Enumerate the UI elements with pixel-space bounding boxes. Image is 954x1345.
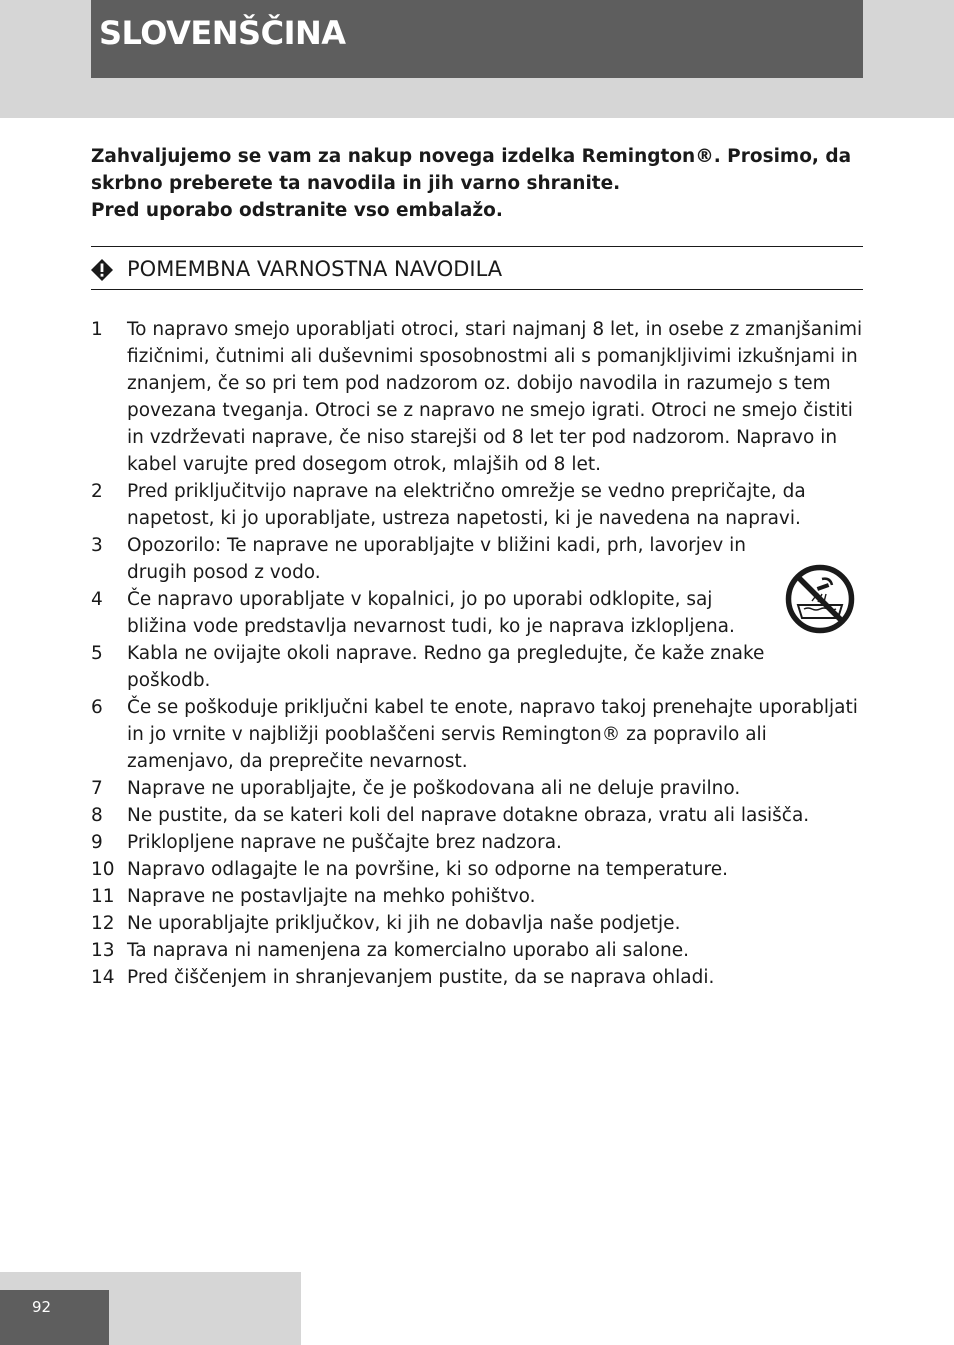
item-text: Če se poškoduje priključni kabel te enote, napravo takoj prenehajte uporabljati in jo vrnite v najbližji pooblaščeni servis Remington® za popravilo ali zamenjavo, da preprečite nevarnost. [127, 697, 858, 772]
item-text: To napravo smejo uporabljati otroci, stari najmanj 8 let, in osebe z zmanjšanimi fizičnimi, čutnimi ali duševnimi sposobnostmi ali s pomanjkljivimi izkušnjami in znanjem, če so pri tem pod nadzorom oz. dobijo navodila in razumejo s tem povezana tveganja. Otroci se z napravo ne smejo igrati. Otroci ne smejo čistiti in vzdrževati naprave, če niso starejši od 8 let ter pod nadzorom. Napravo in kabel varujte pred dosegom otrok, mlajših od 8 let. [127, 319, 863, 475]
list-item [91, 532, 863, 586]
item-number: 7 [91, 778, 103, 799]
item-text: Priklopljene naprave ne puščajte brez nadzora. [127, 832, 562, 853]
item-number: 14 [91, 967, 115, 988]
item-number: 4 [91, 589, 103, 610]
safety-list [91, 316, 863, 991]
item-text: Ne pustite, da se kateri koli del naprave dotakne obraza, vratu ali lasišča. [127, 805, 810, 826]
item-text: Naprave ne postavljajte na mehko pohištvo. [127, 886, 536, 907]
item-number: 8 [91, 805, 103, 826]
list-item [91, 937, 863, 964]
item-text: Pred priključitvijo naprave na električno omrežje se vedno prepričajte, da napetost, ki jo uporabljate, ustreza napetosti, ki je navedena na napravi. [127, 481, 806, 529]
list-item [91, 640, 863, 694]
list-item [91, 775, 863, 802]
list-item [91, 586, 863, 640]
list-item [91, 883, 863, 910]
intro-line: Zahvaljujemo se vam za nakup novega izdelka Remington®. Prosimo, da [91, 146, 852, 167]
page-title: SLOVENŠČINA [99, 14, 346, 52]
item-number: 5 [91, 643, 103, 664]
list-item [91, 694, 863, 775]
list-item [91, 829, 863, 856]
intro-line: skrbno preberete ta navodila in jih varno shranite. [91, 173, 621, 194]
item-number: 6 [91, 697, 103, 718]
item-text: Kabla ne ovijajte okoli naprave. Redno ga pregledujte, če kaže znake poškodb. [127, 643, 765, 691]
section-header [91, 246, 863, 290]
header-band [0, 0, 954, 118]
list-item [91, 802, 863, 829]
page-number: 92 [32, 1298, 52, 1316]
item-text: Napravo odlagajte le na površine, ki so odporne na temperature. [127, 859, 728, 880]
item-number: 2 [91, 481, 103, 502]
item-text: Pred čiščenjem in shranjevanjem pustite, da se naprava ohladi. [127, 967, 715, 988]
item-number: 13 [91, 940, 115, 961]
list-item [91, 856, 863, 883]
item-number: 10 [91, 859, 115, 880]
item-number: 11 [91, 886, 115, 907]
item-number: 3 [91, 535, 103, 556]
intro-paragraph [91, 143, 863, 224]
item-text: Če napravo uporabljate v kopalnici, jo po uporabi odklopite, saj bližina vode predstavlja nevarnost tudi, ko je naprava izklopljena. [127, 589, 735, 637]
item-text: Ta naprava ni namenjena za komercialno uporabo ali salone. [127, 940, 689, 961]
section-title: POMEMBNA VARNOSTNA NAVODILA [127, 257, 503, 281]
intro-line: Pred uporabo odstranite vso embalažo. [91, 200, 503, 221]
item-text: Opozorilo: Te naprave ne uporabljajte v bližini kadi, prh, lavorjev in drugih posod z vodo. [127, 535, 746, 583]
list-item [91, 964, 863, 991]
list-item [91, 316, 863, 478]
item-number: 12 [91, 913, 115, 934]
page-number-box [0, 1290, 109, 1345]
no-bath-icon [784, 563, 856, 635]
item-number: 1 [91, 319, 103, 340]
warning-icon [91, 259, 113, 281]
item-text: Naprave ne uporabljajte, če je poškodovana ali ne deluje pravilno. [127, 778, 741, 799]
list-item [91, 478, 863, 532]
list-item [91, 910, 863, 937]
item-text: Ne uporabljajte priključkov, ki jih ne dobavlja naše podjetje. [127, 913, 681, 934]
title-bar [91, 0, 863, 78]
item-number: 9 [91, 832, 103, 853]
